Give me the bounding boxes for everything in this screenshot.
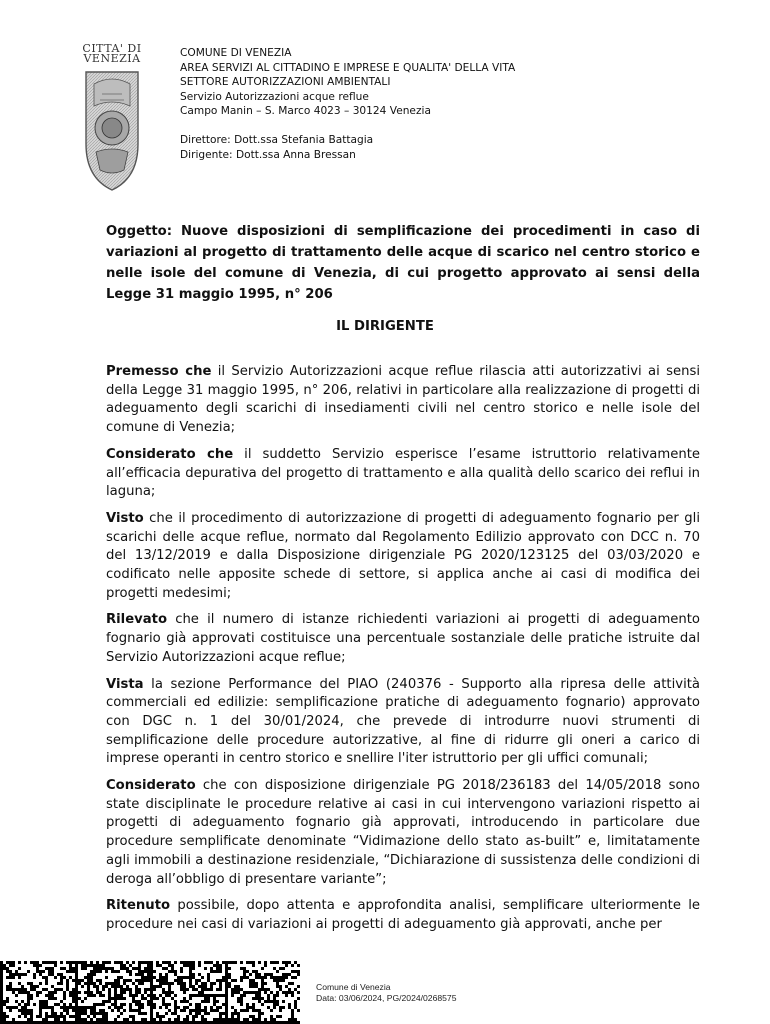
paragraph-text: che con disposizione dirigenziale PG 2018/236183 del 14/05/2018 sono state disciplinate le procedure relative ai casi in cui intervengono variazioni rispetto ai progetti di adeguamento fognario già approvati, introducendo in particolare due procedure semplificate denominate “Vidimazione dello stato as-built” e, limitatamente agli immobili a destinazione residenziale, “Dichiarazione di sussistenza delle condizioni di deroga all’obbligo di presentare variante”;	[106, 778, 700, 887]
paragraph-considerato-2	[106, 777, 700, 889]
header-address: Campo Manin – S. Marco 4023 – 30124 Venezia	[180, 105, 431, 118]
header-manager: Dirigente: Dott.ssa Anna Bressan	[180, 148, 356, 161]
paragraph-ritenuto	[106, 897, 700, 934]
header-block	[180, 46, 515, 162]
paragraph-text: che il procedimento di autorizzazione di progetti di adeguamento fognario per gli scarichi delle acque reflue, normato dal Regolamento Edilizio approvato con DCC n. 70 del 13/12/2019 e dalla Disposizione dirigenziale PG 2020/123125 del 03/03/2020 e codificato nelle apposite schede di settore, si applica anche ai casi di modifica dei progetti medesimi;	[106, 510, 700, 601]
paragraph-lead: Considerato che	[106, 446, 234, 462]
header-sector: SETTORE AUTORIZZAZIONI AMBIENTALI	[180, 76, 391, 89]
paragraph-visto	[106, 510, 700, 604]
document-body	[106, 363, 700, 943]
paragraph-lead: Visto	[106, 510, 144, 526]
paragraph-text: la sezione Performance del PIAO (240376 - Supporto alla ripresa delle attività commerciali ed edilizie: semplificazione pratiche di adeguamento fognario) approvato con DGC n. 1 del 30/01/2024, che prevede di introdurre nuovi strumenti di semplificazione delle procedure autorizzative, al fine di ridurre gli oneri a carico di imprese operanti in centro storico e snellire l'iter istruttorio per gli uffici comunali;	[106, 676, 700, 767]
header-municipality: COMUNE DI VENEZIA	[180, 47, 292, 59]
paragraph-lead: Considerato	[106, 778, 196, 794]
header-service: Servizio Autorizzazioni acque reflue	[180, 90, 369, 103]
paragraph-lead: Vista	[106, 676, 144, 692]
paragraph-lead: Rilevato	[106, 612, 167, 628]
paragraph-text: che il numero di istanze richiedenti variazioni ai progetti di adeguamento fognario già approvati costituisce una percentuale sostanziale delle pratiche istruite dal Servizio Autorizzazioni acque reflue;	[106, 612, 700, 665]
paragraph-vista	[106, 676, 700, 770]
paragraph-rilevato	[106, 611, 700, 667]
paragraph-text: il suddetto Servizio esperisce l’esame istruttorio relativamente all’efficacia depurativa del progetto di trattamento e alla qualità dello scarico dei reflui in laguna;	[106, 446, 700, 500]
paragraph-considerato-1	[106, 446, 700, 502]
protocol-entity: Comune di Venezia	[316, 982, 391, 992]
lion-crest-icon	[80, 66, 144, 194]
paragraph-lead: Premesso che	[106, 364, 212, 379]
protocol-date: Data: 03/06/2024, PG/2024/0268575	[316, 992, 457, 1003]
section-heading: IL DIRIGENTE	[336, 319, 434, 334]
protocol-stamp	[316, 982, 456, 1003]
city-logo	[80, 44, 144, 194]
header-area: AREA SERVIZI AL CITTADINO E IMPRESE E QUALITA' DELLA VITA	[180, 61, 516, 74]
datamatrix-barcode-icon	[0, 961, 300, 1024]
logo-title-line1: CITTA' DI	[82, 42, 142, 55]
paragraph-premesso	[106, 363, 700, 438]
header-director: Direttore: Dott.ssa Stefania Battagia	[180, 133, 374, 146]
paragraph-text: possibile, dopo attenta e approfondita analisi, semplificare ulteriormente le procedure nei casi di variazioni ai progetti di adeguamento già approvati, anche per	[106, 898, 700, 932]
document-subject: Oggetto: Nuove disposizioni di semplificazione dei procedimenti in caso di variazioni al progetto di trattamento delle acque di scarico nel centro storico e nelle isole del comune di Venezia, di cui progetto approvato ai sensi della Legge 31 maggio 1995, n° 206	[106, 224, 700, 302]
paragraph-text: il Servizio Autorizzazioni acque reflue rilascia atti autorizzativi ai sensi della Legge 31 maggio 1995, n° 206, relativi in particolare alla realizzazione di progetti di adeguamento degli scarichi di insediamenti civili nel centro storico e nelle isole del comune di Venezia;	[106, 364, 700, 436]
paragraph-lead: Ritenuto	[106, 898, 171, 914]
logo-title-line2: VENEZIA	[83, 52, 141, 65]
